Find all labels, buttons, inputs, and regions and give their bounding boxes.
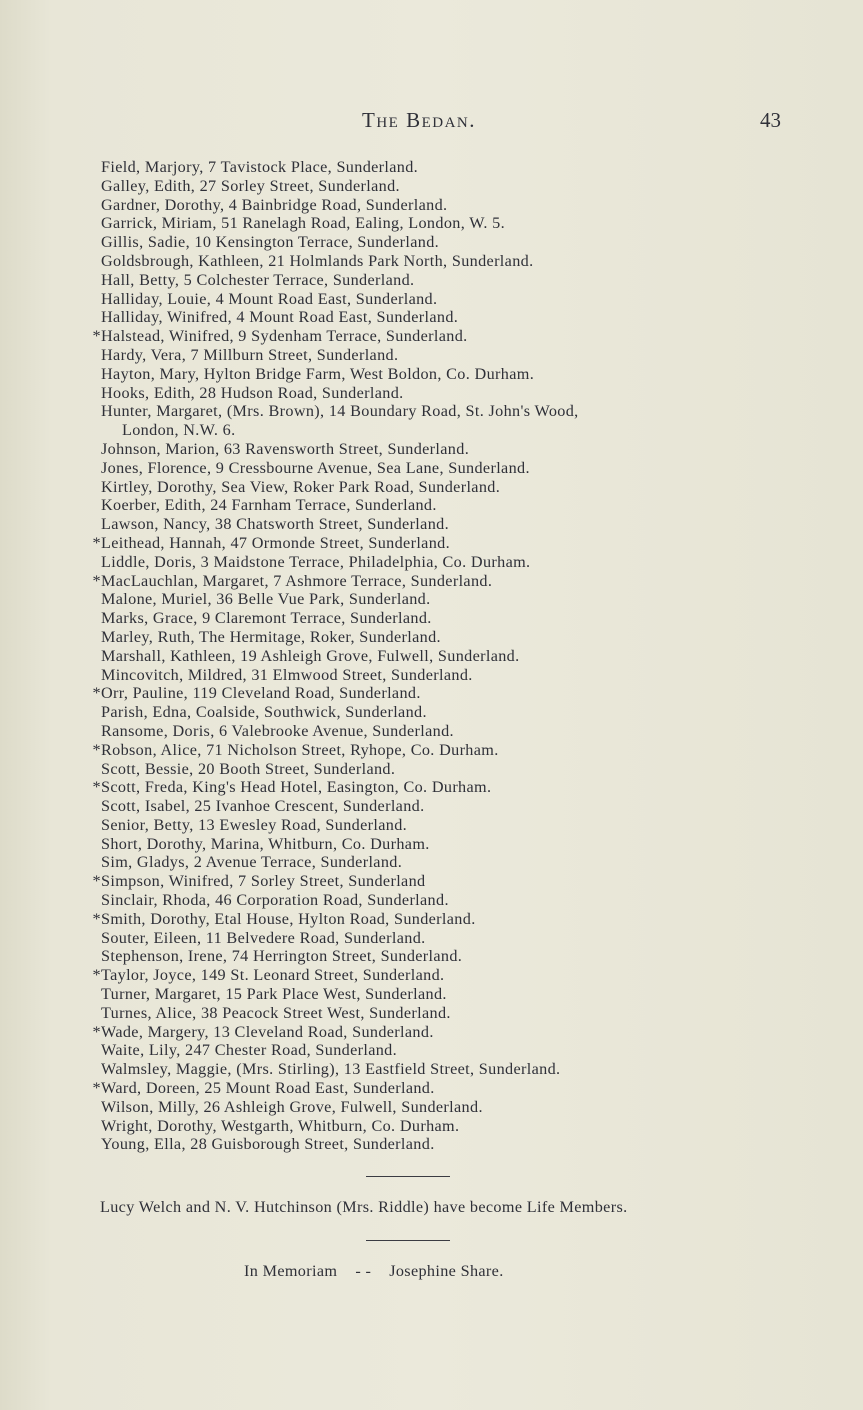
memoriam-separator: - - <box>355 1262 372 1280</box>
entry-text: Johnson, Marion, 63 Ravensworth Street, Sunderland. <box>101 439 470 458</box>
entry-text: Smith, Dorothy, Etal House, Hylton Road, Sunderland. <box>101 909 476 928</box>
list-item <box>89 308 829 327</box>
list-item <box>89 1004 829 1023</box>
entry-text: Halliday, Winifred, 4 Mount Road East, Sunderland. <box>101 308 459 327</box>
entry-text: Scott, Bessie, 20 Booth Street, Sunderland. <box>101 759 396 778</box>
life-members-note: Lucy Welch and N. V. Hutchinson (Mrs. Riddle) have become Life Members. <box>100 1198 628 1216</box>
entry-text: Malone, Muriel, 36 Belle Vue Park, Sunderland. <box>101 590 431 609</box>
entry-text: Robson, Alice, 71 Nicholson Street, Ryhope, Co. Durham. <box>101 740 499 759</box>
entry-text: Orr, Pauline, 119 Cleveland Road, Sunderland. <box>101 684 421 703</box>
entry-text: Scott, Freda, King's Head Hotel, Easington, Co. Durham. <box>101 778 492 797</box>
entry-text: Marshall, Kathleen, 19 Ashleigh Grove, Fulwell, Sunderland. <box>101 646 520 665</box>
list-item <box>89 402 829 440</box>
entry-text: Field, Marjory, 7 Tavistock Place, Sunderland. <box>101 158 419 176</box>
entry-mark: * <box>92 909 101 928</box>
list-item <box>89 1060 829 1079</box>
entry-text: Jones, Florence, 9 Cressbourne Avenue, Sea Lane, Sunderland. <box>101 458 530 477</box>
list-item <box>89 985 829 1004</box>
list-item <box>89 1023 829 1042</box>
entry-text: MacLauchlan, Margaret, 7 Ashmore Terrace, Sunderland. <box>101 571 493 590</box>
list-item <box>89 741 829 760</box>
list-item <box>89 853 829 872</box>
list-item <box>89 515 829 534</box>
list-item <box>89 346 829 365</box>
in-memoriam <box>244 1262 504 1281</box>
list-item <box>89 1117 829 1136</box>
entry-mark: * <box>92 327 101 346</box>
entry-text: Hunter, Margaret, (Mrs. Brown), 14 Boundary Road, St. John's Wood, <box>101 402 579 421</box>
entry-text: Sinclair, Rhoda, 46 Corporation Road, Sunderland. <box>101 891 449 910</box>
list-item <box>89 703 829 722</box>
entry-text: Wade, Margery, 13 Cleveland Road, Sunderland. <box>101 1022 434 1041</box>
entry-text: Hardy, Vera, 7 Millburn Street, Sunderland. <box>101 345 399 364</box>
list-item <box>89 760 829 779</box>
entry-text: Marks, Grace, 9 Claremont Terrace, Sunderland. <box>101 609 432 628</box>
list-item <box>89 553 829 572</box>
list-item <box>89 478 829 497</box>
list-item <box>89 440 829 459</box>
list-item <box>89 947 829 966</box>
entry-text: Marley, Ruth, The Hermitage, Roker, Sunderland. <box>101 627 441 646</box>
list-item <box>89 1135 829 1154</box>
entry-text: Young, Ella, 28 Guisborough Street, Sunderland. <box>101 1135 435 1154</box>
entry-text: Hayton, Mary, Hylton Bridge Farm, West Boldon, Co. Durham. <box>101 364 535 383</box>
list-item <box>89 177 829 196</box>
entry-text: Walmsley, Maggie, (Mrs. Stirling), 13 Eastfield Street, Sunderland. <box>101 1060 561 1079</box>
entry-text: Parish, Edna, Coalside, Southwick, Sunderland. <box>101 703 427 722</box>
entry-text: Koerber, Edith, 24 Farnham Terrace, Sunderland. <box>101 496 437 515</box>
divider-rule <box>366 1176 450 1177</box>
list-item <box>89 609 829 628</box>
entry-text: Halliday, Louie, 4 Mount Road East, Sunderland. <box>101 289 438 308</box>
entry-mark: * <box>92 571 101 590</box>
entry-text: Ward, Doreen, 25 Mount Road East, Sunderland. <box>101 1079 435 1098</box>
entry-text: Wright, Dorothy, Westgarth, Whitburn, Co. Durham. <box>101 1116 460 1135</box>
list-item <box>89 196 829 215</box>
entry-text: Wilson, Milly, 26 Ashleigh Grove, Fulwell, Sunderland. <box>101 1097 483 1116</box>
entry-text: Hall, Betty, 5 Colchester Terrace, Sunderland. <box>101 270 415 289</box>
entry-text: Mincovitch, Mildred, 31 Elmwood Street, Sunderland. <box>101 665 473 684</box>
entry-text: Halstead, Winifred, 9 Sydenham Terrace, Sunderland. <box>101 327 468 346</box>
entry-text: Sim, Gladys, 2 Avenue Terrace, Sunderland. <box>101 853 403 872</box>
list-item <box>89 271 829 290</box>
list-item <box>89 1098 829 1117</box>
entry-text: Gardner, Dorothy, 4 Bainbridge Road, Sunderland. <box>101 195 448 214</box>
page-number: 43 <box>760 108 781 132</box>
entry-text: Leithead, Hannah, 47 Ormonde Street, Sunderland. <box>101 533 450 552</box>
divider-rule <box>366 1240 450 1241</box>
list-item <box>89 891 829 910</box>
list-item <box>89 233 829 252</box>
entry-text: Galley, Edith, 27 Sorley Street, Sunderland. <box>101 176 400 195</box>
list-item <box>89 628 829 647</box>
entry-text: Garrick, Miriam, 51 Ranelagh Road, Ealing, London, W. 5. <box>101 214 505 233</box>
entry-text: Liddle, Doris, 3 Maidstone Terrace, Philadelphia, Co. Durham. <box>101 552 531 571</box>
member-list <box>89 158 829 1154</box>
entry-mark: * <box>92 533 101 552</box>
entry-text: Senior, Betty, 13 Ewesley Road, Sunderland. <box>101 815 408 834</box>
entry-text: Turnes, Alice, 38 Peacock Street West, Sunderland. <box>101 1003 451 1022</box>
entry-mark: * <box>92 740 101 759</box>
entry-text: Souter, Eileen, 11 Belvedere Road, Sunderland. <box>101 928 426 947</box>
list-item <box>89 1079 829 1098</box>
list-item <box>89 816 829 835</box>
list-item <box>89 666 829 685</box>
entry-mark: * <box>92 684 101 703</box>
list-item <box>89 327 829 346</box>
entry-continuation: London, N.W. 6. <box>122 421 236 440</box>
list-item <box>89 929 829 948</box>
list-item <box>89 835 829 854</box>
entry-text: Turner, Margaret, 15 Park Place West, Sunderland. <box>101 985 447 1004</box>
running-head <box>0 108 863 138</box>
list-item <box>89 778 829 797</box>
entry-text: Goldsbrough, Kathleen, 21 Holmlands Park North, Sunderland. <box>101 251 534 270</box>
list-item <box>89 966 829 985</box>
entry-text: Waite, Lily, 247 Chester Road, Sunderland. <box>101 1041 398 1060</box>
list-item <box>89 590 829 609</box>
entry-text: Hooks, Edith, 28 Hudson Road, Sunderland. <box>101 383 404 402</box>
entry-text: Stephenson, Irene, 74 Herrington Street, Sunderland. <box>101 947 463 966</box>
list-item <box>89 252 829 271</box>
list-item <box>89 365 829 384</box>
entry-mark: * <box>92 778 101 797</box>
entry-mark: * <box>92 1079 101 1098</box>
entry-text: Taylor, Joyce, 149 St. Leonard Street, Sunderland. <box>101 966 445 985</box>
running-title: The Bedan. <box>362 108 476 132</box>
entry-text: Ransome, Doris, 6 Valebrooke Avenue, Sunderland. <box>101 721 454 740</box>
list-item <box>89 797 829 816</box>
list-item <box>89 214 829 233</box>
entry-text: Lawson, Nancy, 38 Chatsworth Street, Sunderland. <box>101 515 449 534</box>
list-item <box>89 459 829 478</box>
memoriam-name: Josephine Share. <box>389 1262 504 1280</box>
list-item <box>89 534 829 553</box>
entry-mark: * <box>92 872 101 891</box>
entry-text: Simpson, Winifred, 7 Sorley Street, Sunderland <box>101 872 426 891</box>
entry-text: Scott, Isabel, 25 Ivanhoe Crescent, Sunderland. <box>101 797 425 816</box>
entry-mark: * <box>92 1022 101 1041</box>
list-item <box>89 722 829 741</box>
list-item <box>89 572 829 591</box>
memoriam-label: In Memoriam <box>244 1262 338 1280</box>
list-item <box>89 290 829 309</box>
list-item <box>89 384 829 403</box>
list-item <box>89 872 829 891</box>
list-item <box>89 647 829 666</box>
entry-text: Gillis, Sadie, 10 Kensington Terrace, Sunderland. <box>101 233 440 252</box>
entry-text: Kirtley, Dorothy, Sea View, Roker Park Road, Sunderland. <box>101 477 501 496</box>
list-item <box>89 496 829 515</box>
list-item <box>89 1041 829 1060</box>
list-item <box>89 684 829 703</box>
list-item <box>89 910 829 929</box>
entry-text: Short, Dorothy, Marina, Whitburn, Co. Durham. <box>101 834 430 853</box>
list-item <box>89 158 829 177</box>
entry-mark: * <box>92 966 101 985</box>
